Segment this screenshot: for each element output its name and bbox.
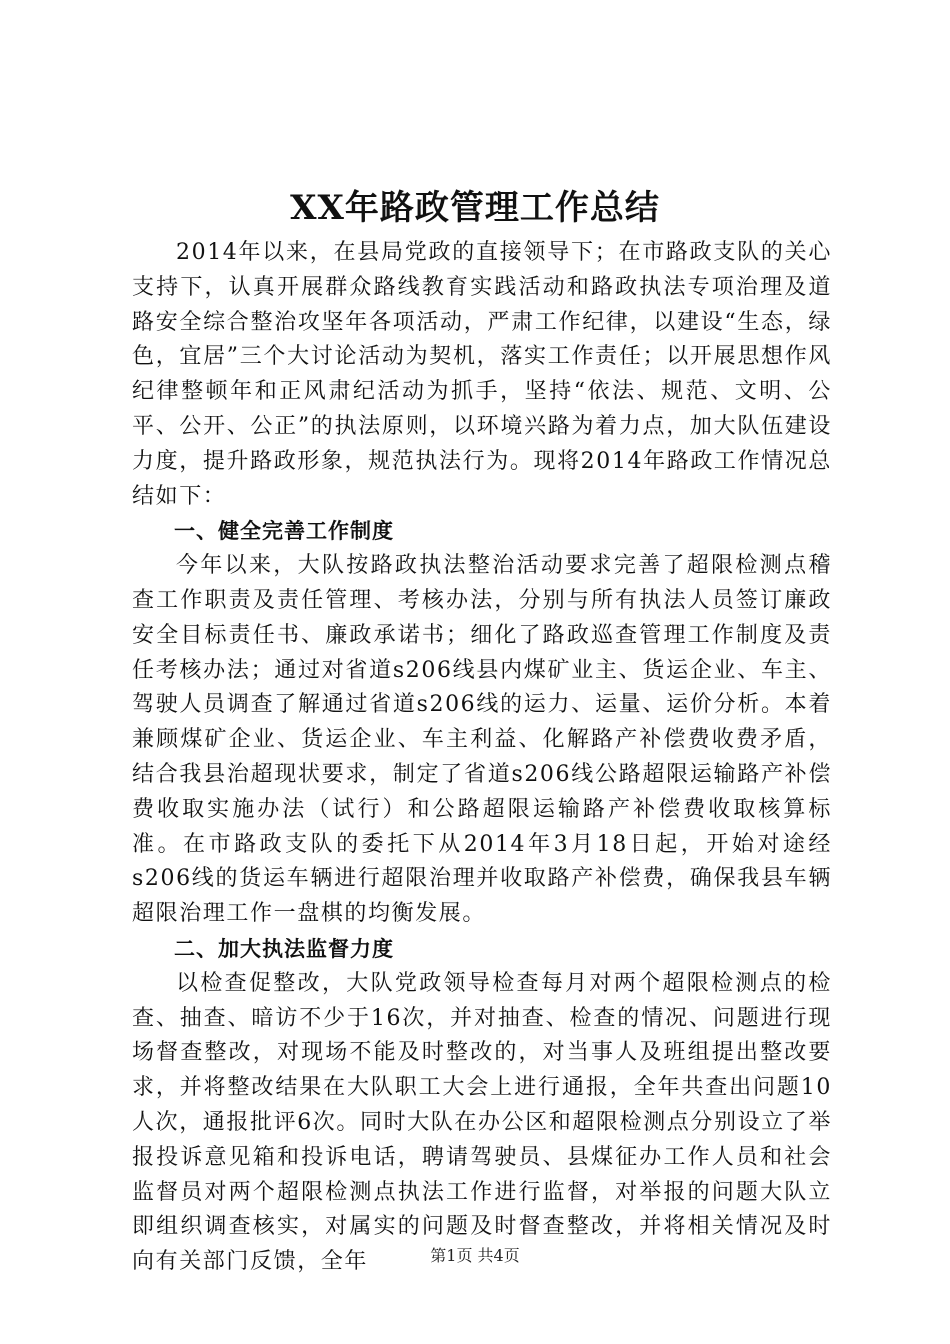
section-heading-1: 一、健全完善工作制度 xyxy=(174,519,394,544)
page-number-footer: 第1页 共4页 xyxy=(430,1246,520,1265)
section-paragraph-1: 今年以来，大队按路政执法整治活动要求完善了超限检测点稽查工作职责及责任管理、考核办法，分别与所有执法人员签订廉政安全目标责任书、廉政承诺书；细化了路政巡查管理工作制度及责任考核办法；通过对省道s206线县内煤矿业主、货运企业、车主、驾驶人员调查了解通过省道s206线的运力、运量、运价分析。本着兼顾煤矿企业、货运企业、车主利益、化解路产补偿费收费矛盾，结合我县治超现状要求，制定了省道s206线公路超限运输路产补偿费收取实施办法（试行）和公路超限运输路产补偿费收取核算标准。在市路政支队的委托下从2014年3月18日起，开始对途经s206线的货运车辆进行超限治理并收取路产补偿费，确保我县车辆超限治理工作一盘棋的均衡发展。 xyxy=(132,553,832,927)
section-paragraph-2: 以检查促整改，大队党政领导检查每月对两个超限检测点的检查、抽查、暗访不少于16次，并对抽查、检查的情况、问题进行现场督查整改，对现场不能及时整改的，对当事人及班组提出整改要求，并将整改结果在大队职工大会上进行通报，全年共查出问题10人次，通报批评6次。同时大队在办公区和超限检测点分别设立了举报投诉意见箱和投诉电话，聘请驾驶员、县煤征办工作人员和社会监督员对两个超限检测点执法工作进行监督，对举报的问题大队立即组织调查核实，对属实的问题及时督查整改，并将相关情况及时向有关部门反馈，全年 xyxy=(132,970,832,1275)
intro-paragraph: 2014年以来，在县局党政的直接领导下；在市路政支队的关心支持下，认真开展群众路线教育实践活动和路政执法专项治理及道路安全综合整治攻坚年各项活动，严肃工作纪律，以建设“生态，绿色，宜居”三个大讨论活动为契机，落实工作责任；以开展思想作风纪律整顿年和正风肃纪活动为抓手，坚持“依法、规范、文明、公平、公开、公正”的执法原则，以环境兴路为着力点，加大队伍建设力度，提升路政形象，规范执法行为。现将2014年路政工作情况总结如下： xyxy=(132,240,832,509)
section-heading-2: 二、加大执法监督力度 xyxy=(174,936,394,961)
document-body xyxy=(132,236,832,1280)
document-title: XX年路政管理工作总结 xyxy=(290,188,660,228)
